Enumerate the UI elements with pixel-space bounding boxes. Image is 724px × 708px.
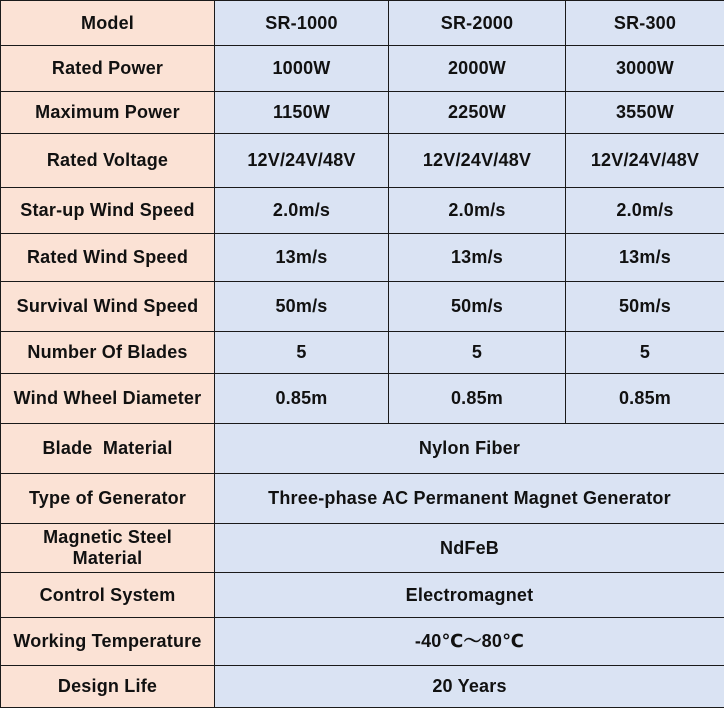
row-label-number-of-blades: Number Of Blades [1, 332, 215, 374]
table-row [1, 666, 724, 708]
table-cell: Nylon Fiber [215, 424, 724, 474]
table-row [1, 188, 724, 234]
table-cell: 5 [389, 332, 566, 374]
row-label-control-system: Control System [1, 573, 215, 618]
row-label-maximum-power: Maximum Power [1, 92, 215, 134]
table-cell: 2.0m/s [566, 188, 724, 234]
table-cell: 0.85m [566, 374, 724, 424]
table-cell: 20 Years [215, 666, 724, 708]
table-cell: 50m/s [566, 282, 724, 332]
table-row [1, 282, 724, 332]
table-cell: 3000W [566, 46, 724, 92]
row-label-blade-material: Blade Material [1, 424, 215, 474]
table-cell: NdFeB [215, 524, 724, 573]
table-cell: Electromagnet [215, 573, 724, 618]
model-sr-300-cell: SR-300 [566, 1, 724, 46]
table-cell: 2000W [389, 46, 566, 92]
table-row [1, 332, 724, 374]
row-label-rated-power: Rated Power [1, 46, 215, 92]
table-cell: 50m/s [389, 282, 566, 332]
row-label-working-temperature: Working Temperature [1, 618, 215, 666]
model-sr-2000-cell: SR-2000 [389, 1, 566, 46]
table-cell: 12V/24V/48V [215, 134, 389, 188]
row-label-wind-wheel-diameter: Wind Wheel Diameter [1, 374, 215, 424]
row-label-survival-wind-speed: Survival Wind Speed [1, 282, 215, 332]
model-sr-1000-cell: SR-1000 [215, 1, 389, 46]
table-cell: 12V/24V/48V [389, 134, 566, 188]
table-row [1, 374, 724, 424]
row-label-magnetic-steel-material: Magnetic Steel Material [1, 524, 215, 573]
row-label-start-up-wind-speed: Star-up Wind Speed [1, 188, 215, 234]
table-cell: -40℃～80℃ [215, 618, 724, 666]
row-label-rated-voltage: Rated Voltage [1, 134, 215, 188]
table-row [1, 573, 724, 618]
row-label-rated-wind-speed: Rated Wind Speed [1, 234, 215, 282]
table-cell: 13m/s [389, 234, 566, 282]
table-cell: 1150W [215, 92, 389, 134]
table-cell: 2.0m/s [389, 188, 566, 234]
header-label-cell: Model [1, 1, 215, 46]
table-row [1, 424, 724, 474]
table-cell: 3550W [566, 92, 724, 134]
table-cell: 1000W [215, 46, 389, 92]
table-cell: 13m/s [215, 234, 389, 282]
table-row [1, 92, 724, 134]
table-cell: 0.85m [215, 374, 389, 424]
table-cell: 13m/s [566, 234, 724, 282]
table-cell: 50m/s [215, 282, 389, 332]
table-cell: 12V/24V/48V [566, 134, 724, 188]
table-row [1, 474, 724, 524]
table-cell: 2.0m/s [215, 188, 389, 234]
table-header-row [1, 1, 724, 46]
table-cell: 5 [566, 332, 724, 374]
table-cell: 0.85m [389, 374, 566, 424]
table-row [1, 618, 724, 666]
table-row [1, 46, 724, 92]
row-label-design-life: Design Life [1, 666, 215, 708]
table-row [1, 134, 724, 188]
table-cell: Three-phase AC Permanent Magnet Generator [215, 474, 724, 524]
table-row [1, 524, 724, 573]
table-row [1, 234, 724, 282]
row-label-type-of-generator: Type of Generator [1, 474, 215, 524]
table-cell: 5 [215, 332, 389, 374]
table-cell: 2250W [389, 92, 566, 134]
